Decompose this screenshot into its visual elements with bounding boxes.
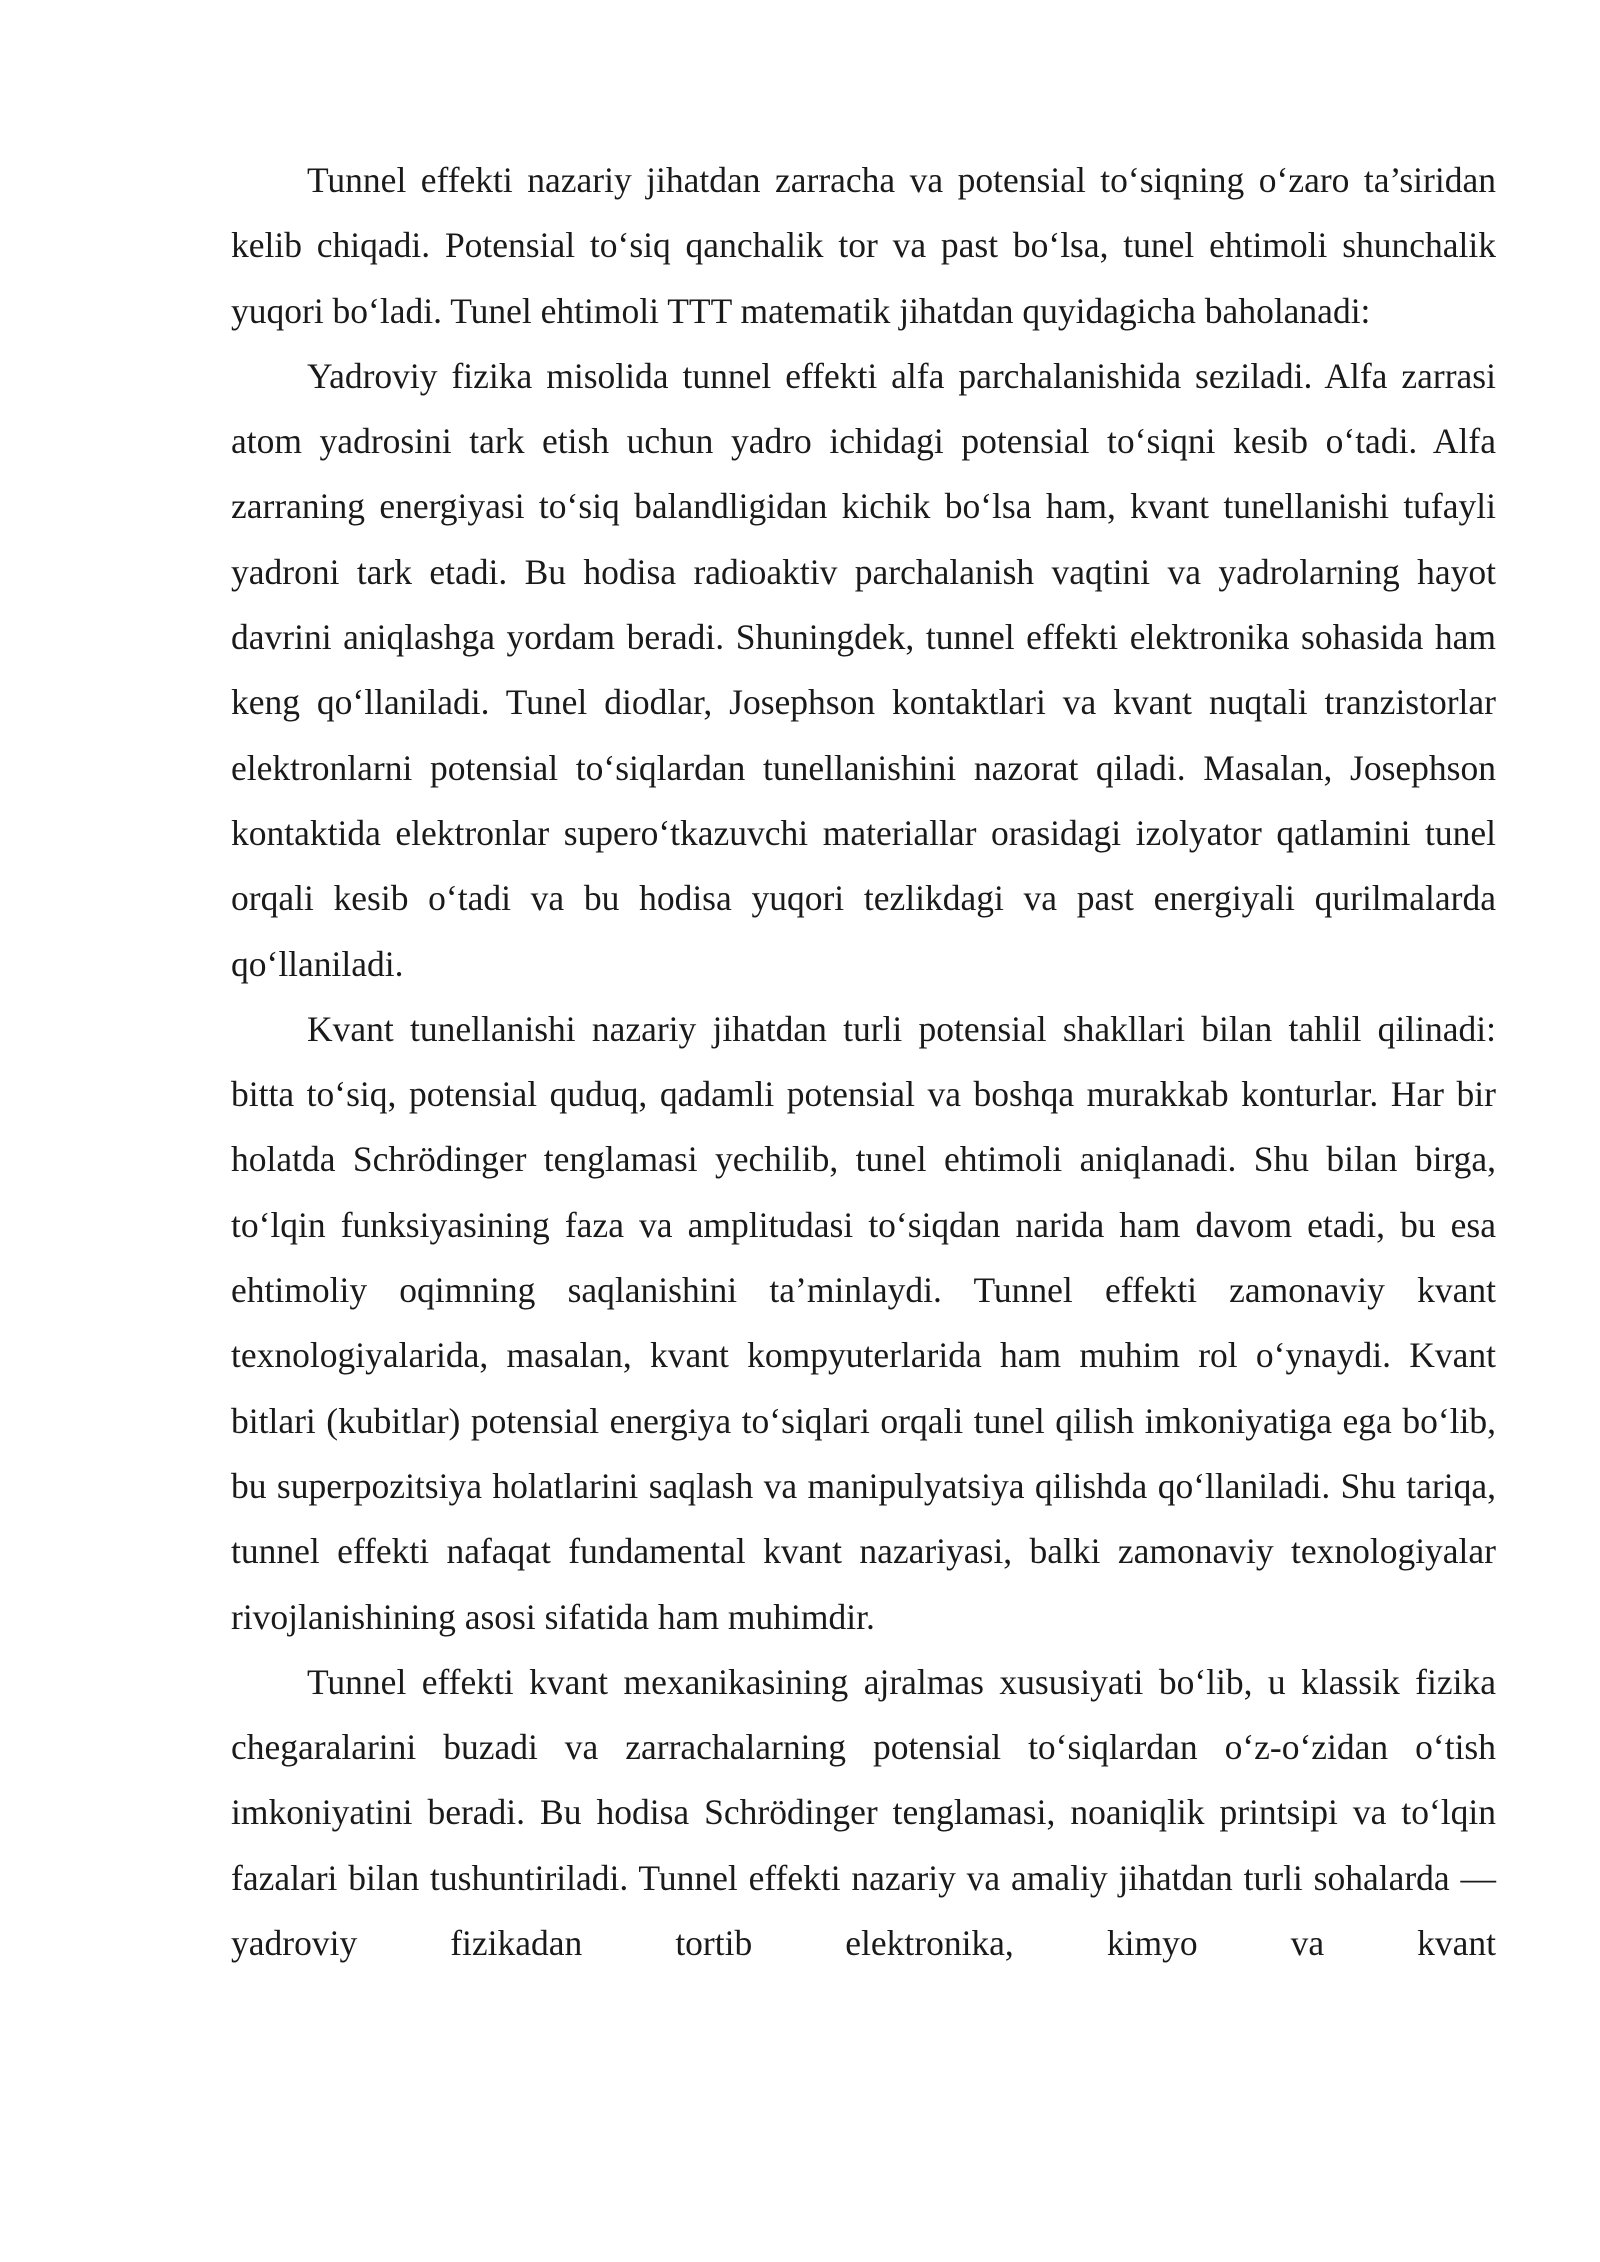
paragraph-conclusion: Tunnel effekti kvant mexanikasining ajralmas xususiyati bo‘lib, u klassik fizika chegaralarini buzadi va zarrachalarning potensial to‘siqlardan o‘z-o‘zidan o‘tish imkoniyatini beradi. Bu hodisa Schrödinger tenglamasi, noaniqlik printsipi va to‘lqin fazalari bilan tushuntiriladi. Tunnel effekti nazariy va amaliy jihatdan turli sohalarda — yadroviy fizikadan tortib elektronika, kimyo va kvant: [231, 1661, 1496, 1964]
paragraph-tunnel-theory: Tunnel effekti nazariy jihatdan zarracha va potensial to‘siqning o‘zaro ta’siridan kelib chiqadi. Potensial to‘siq qanchalik tor va past bo‘lsa, tunel ehtimoli shunchalik yuqori bo‘ladi. Tunel ehtimoli TTT matematik jihatdan quyidagicha baholanadi:: [231, 160, 1496, 331]
body-text: [231, 148, 1496, 1976]
paragraph-nuclear-physics: Yadroviy fizika misolida tunnel effekti alfa parchalanishida seziladi. Alfa zarrasi atom yadrosini tark etish uchun yadro ichidagi potensial to‘siqni kesib o‘tadi. Alfa zarraning energiyasi to‘siq balandligidan kichik bo‘lsa ham, kvant tunellanishi tufayli yadroni tark etadi. Bu hodisa radioaktiv parchalanish vaqtini va yadrolarning hayot davrini aniqlashga yordam beradi. Shuningdek, tunnel effekti elektronika sohasida ham keng qo‘llaniladi. Tunel diodlar, Josephson kontaktlari va kvant nuqtali tranzistorlar elektronlarni potensial to‘siqlardan tunellanishini nazorat qiladi. Masalan, Josephson kontaktida elektronlar supero‘tkazuvchi materiallar orasidagi izolyator qatlamini tunel orqali kesib o‘tadi va bu hodisa yuqori tezlikdagi va past energiyali qurilmalarda qo‘llaniladi.: [231, 355, 1496, 984]
paragraph-quantum-tunneling-analysis: Kvant tunellanishi nazariy jihatdan turli potensial shakllari bilan tahlil qilinadi: bitta to‘siq, potensial quduq, qadamli potensial va boshqa murakkab konturlar. Har bir holatda Schrödinger tenglamasi yechilib, tunel ehtimoli aniqlanadi. Shu bilan birga, to‘lqin funksiyasining faza va amplitudasi to‘siqdan narida ham davom etadi, bu esa ehtimoliy oqimning saqlanishini ta’minlaydi. Tunnel effekti zamonaviy kvant texnologiyalarida, masalan, kvant kompyuterlarida ham muhim rol o‘ynaydi. Kvant bitlari (kubitlar) potensial energiya to‘siqlari orqali tunel qilish imkoniyatiga ega bo‘lib, bu superpozitsiya holatlarini saqlash va manipulyatsiya qilishda qo‘llaniladi. Shu tariqa, tunnel effekti nafaqat fundamental kvant nazariyasi, balki zamonaviy texnologiyalar rivojlanishining asosi sifatida ham muhimdir.: [231, 1008, 1496, 1637]
